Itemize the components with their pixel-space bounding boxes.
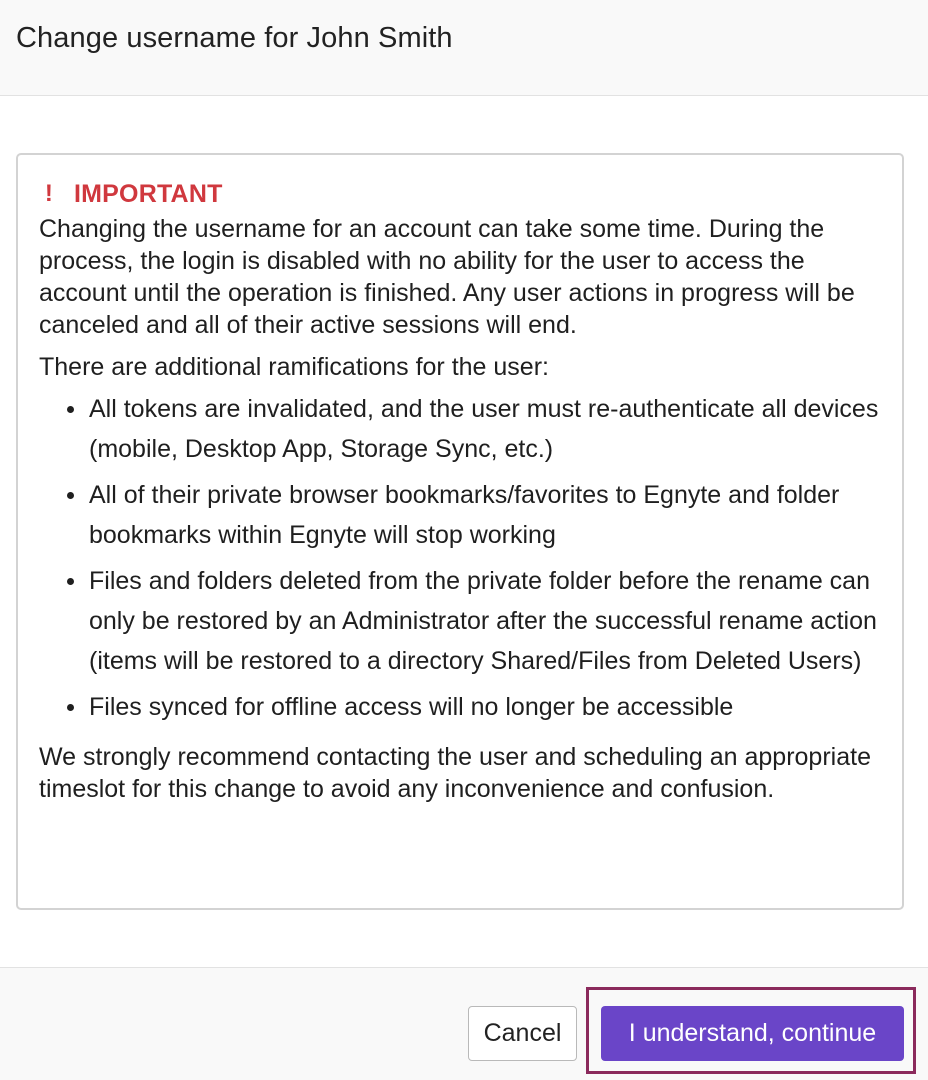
notice-closing: We strongly recommend contacting the user and scheduling an appropriate timeslot for this change to avoid any inconvenience and confusion.	[39, 743, 871, 803]
dialog-header	[0, 0, 928, 96]
ramifications-lead: There are additional ramifications for the user:	[39, 353, 549, 381]
exclamation-icon: !	[44, 180, 54, 207]
list-item: Files synced for offline access will no longer be accessible	[89, 687, 882, 727]
notice-heading	[39, 177, 882, 211]
list-item: Files and folders deleted from the private folder before the rename can only be restored by an Administrator after the successful rename action (items will be restored to a directory Shared/Files from Deleted Users)	[89, 561, 882, 681]
list-item: All tokens are invalidated, and the user must re-authenticate all devices (mobile, Desktop App, Storage Sync, etc.)	[89, 389, 882, 469]
dialog-footer	[0, 967, 928, 1080]
notice-heading-label: IMPORTANT	[74, 179, 223, 208]
important-notice	[16, 153, 904, 910]
ramifications-list	[39, 389, 882, 727]
notice-intro: Changing the username for an account can take some time. During the process, the login is disabled with no ability for the user to access the account until the operation is finished. Any user actions in progress will be canceled and all of their active sessions will end.	[39, 215, 855, 339]
list-item: All of their private browser bookmarks/favorites to Egnyte and folder bookmarks within Egnyte will stop working	[89, 475, 882, 555]
dialog-title: Change username for John Smith	[16, 22, 453, 54]
cancel-button[interactable]: Cancel	[468, 1006, 577, 1061]
continue-button[interactable]: I understand, continue	[601, 1006, 904, 1061]
